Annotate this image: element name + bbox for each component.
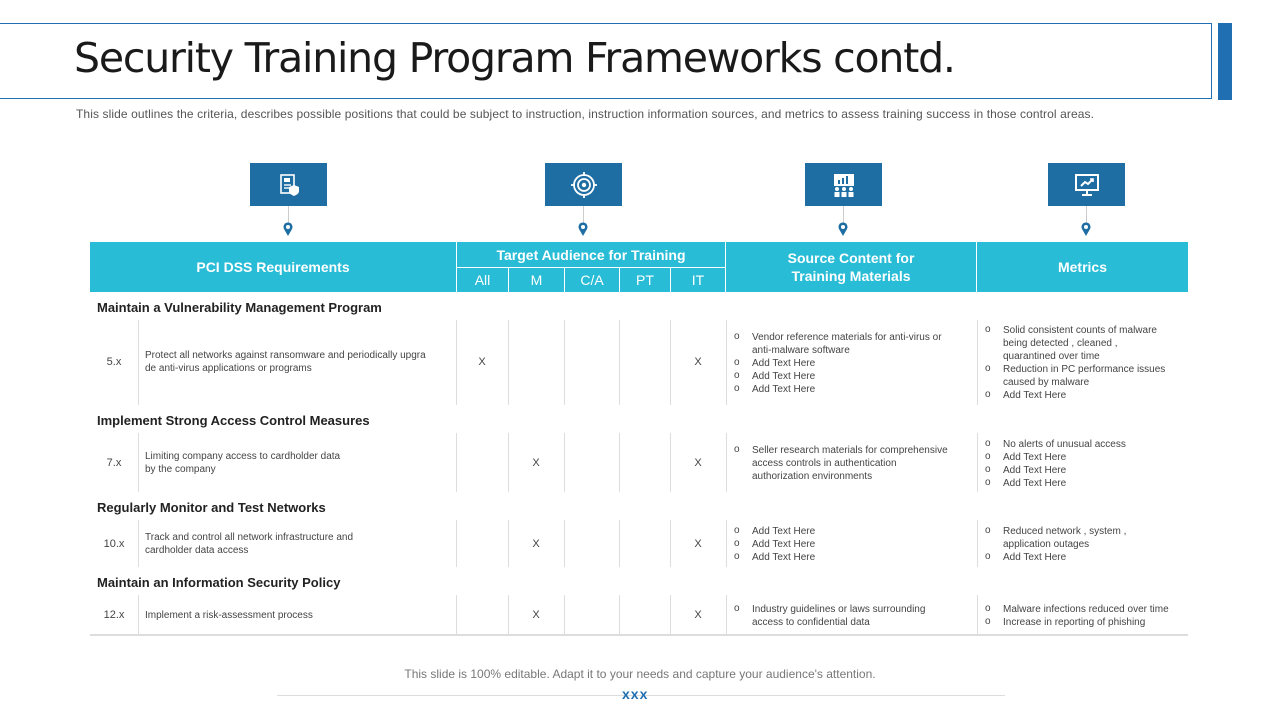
header-audience-pt: PT (620, 267, 670, 292)
metric-item: o Add Text Here (983, 477, 1126, 490)
table-bottom-border (90, 634, 1188, 636)
footer-mark: xxx (622, 686, 649, 702)
requirement-line: by the company (145, 464, 216, 475)
audience-mark-all: X (478, 356, 486, 368)
source-list (732, 331, 942, 396)
header-audience: Target Audience for Training (457, 242, 725, 267)
source-item: o Vendor reference materials for anti-virus or anti-malware software (732, 331, 942, 357)
metric-item: o No alerts of unusual access (983, 438, 1126, 451)
pin-icon (1081, 222, 1091, 237)
requirement-code: 10.x (103, 538, 125, 550)
source-item: o Add Text Here (732, 538, 815, 551)
metrics-list (983, 324, 1165, 402)
header-source-line2: Training Materials (791, 268, 911, 284)
requirement-line: de anti-virus applications or programs (145, 363, 312, 374)
document-shield-icon (250, 163, 327, 206)
source-item: o Industry guidelines or laws surrounding access to confidential data (732, 603, 925, 629)
metric-item: o Malware infections reduced over time (983, 603, 1169, 616)
metrics-list (983, 438, 1126, 490)
header-divider (670, 267, 671, 292)
footer-text: This slide is 100% editable. Adapt it to your needs and capture your audience's attention. (404, 667, 876, 681)
audience-mark-m: X (532, 538, 540, 550)
metric-item: o Add Text Here (983, 551, 1126, 564)
section-title: Implement Strong Access Control Measures (97, 413, 370, 428)
presentation-team-icon (805, 163, 882, 206)
source-item: o Seller research materials for comprehensive access controls in authentication authorization environments (732, 444, 948, 483)
pin-icon (283, 222, 293, 237)
section-title: Maintain an Information Security Policy (97, 575, 341, 590)
metric-item: o Reduction in PC performance issues caused by malware (983, 363, 1165, 389)
source-item: o Add Text Here (732, 370, 942, 383)
metric-item: o Solid consistent counts of malware being detected , cleaned , quarantined over time (983, 324, 1165, 363)
audience-mark-m: X (532, 457, 540, 469)
page-title: Security Training Program Frameworks contd. (74, 34, 955, 82)
page-subtitle: This slide outlines the criteria, describes possible positions that could be subject to instruction, instruction information sources, and metrics to assess training success in those control areas. (76, 107, 1095, 121)
metric-item: o Increase in reporting of phishing (983, 616, 1169, 629)
header-divider (564, 267, 565, 292)
metric-item: o Add Text Here (983, 464, 1126, 477)
requirement-text (145, 531, 453, 557)
requirement-text: Implement a risk-assessment process (145, 610, 313, 621)
header-requirements: PCI DSS Requirements (90, 242, 456, 292)
audience-mark-it: X (694, 457, 702, 469)
header-audience-all: All (457, 267, 508, 292)
requirement-line: Limiting company access to cardholder data (145, 451, 341, 462)
audience-mark-it: X (694, 538, 702, 550)
metrics-list (983, 525, 1126, 564)
requirement-code: 12.x (103, 609, 125, 621)
source-item: o Add Text Here (732, 551, 815, 564)
header-audience-m: M (509, 267, 564, 292)
header-audience-it: IT (671, 267, 725, 292)
requirement-line: Track and control all network infrastructure and (145, 532, 354, 543)
requirement-line: cardholder data access (145, 545, 249, 556)
source-item: o Add Text Here (732, 357, 942, 370)
header-divider (457, 267, 725, 268)
requirement-text (145, 349, 453, 375)
section-title: Regularly Monitor and Test Networks (97, 500, 326, 515)
section-title: Maintain a Vulnerability Management Program (97, 300, 382, 315)
requirement-code: 7.x (106, 457, 122, 469)
header-divider (508, 267, 509, 292)
audience-mark-it: X (694, 356, 702, 368)
audience-mark-it: X (694, 609, 702, 621)
header-source (726, 242, 976, 292)
accent-bar (1218, 23, 1232, 100)
header-metrics: Metrics (977, 242, 1188, 292)
metric-item: o Add Text Here (983, 389, 1165, 402)
source-item: o Add Text Here (732, 525, 815, 538)
pin-icon (838, 222, 848, 237)
metric-item: o Add Text Here (983, 451, 1126, 464)
monitor-chart-icon (1048, 163, 1125, 206)
requirement-line: Protect all networks against ransomware and periodically upgra (145, 350, 426, 361)
source-item: o Add Text Here (732, 383, 942, 396)
pin-icon (578, 222, 588, 237)
source-list (732, 603, 925, 629)
requirement-code: 5.x (106, 356, 122, 368)
header-divider (619, 267, 620, 292)
header-audience-ca: C/A (565, 267, 619, 292)
metrics-list (983, 603, 1169, 629)
metric-item: o Reduced network , system , application outages (983, 525, 1126, 551)
source-list (732, 444, 948, 483)
target-icon (545, 163, 622, 206)
requirement-text (145, 450, 453, 476)
audience-mark-m: X (532, 609, 540, 621)
source-list (732, 525, 815, 564)
header-source-line1: Source Content for (787, 250, 915, 266)
